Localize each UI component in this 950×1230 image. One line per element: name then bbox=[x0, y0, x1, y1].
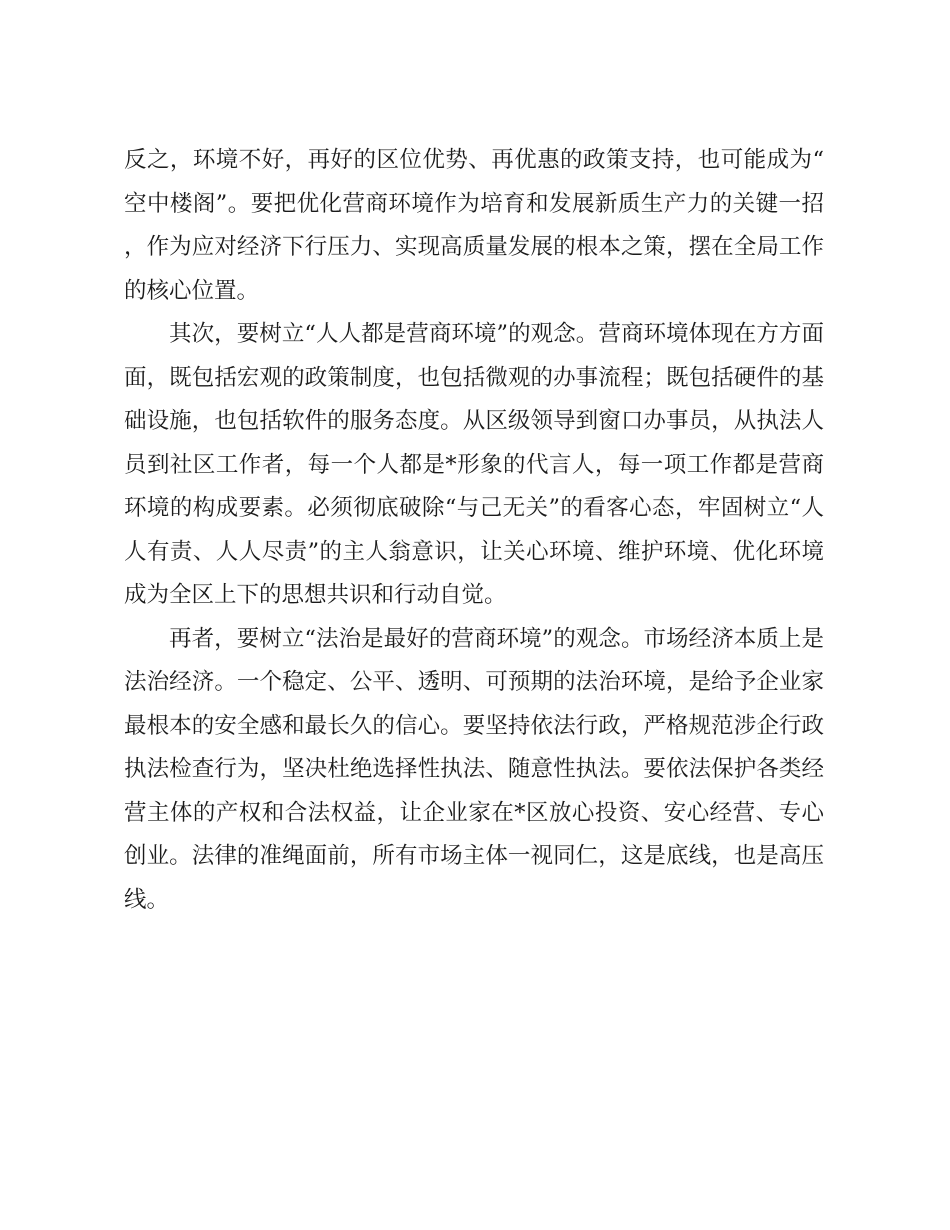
paragraph-everyone-is-environment: 其次，要树立“人人都是营商环境”的观念。营商环境体现在方方面面，既包括宏观的政策制度，也包括微观的办事流程；既包括硬件的基础设施，也包括软件的服务态度。从区级领导到窗口办事员，从执法人员到社区工作者，每一个人都是*形象的代言人，每一项工作都是营商环境的构成要素。必须彻底破除“与己无关”的看客心态，牢固树立“人人有责、人人尽责”的主人翁意识，让关心环境、维护环境、优化环境成为全区上下的思想共识和行动自觉。 bbox=[124, 321, 824, 608]
paragraph-rule-of-law: 再者，要树立“法治是最好的营商环境”的观念。市场经济本质上是法治经济。一个稳定、公平、透明、可预期的法治环境，是给予企业家最根本的安全感和最长久的信心。要坚持依法行政，严格规范涉企行政执法检查行为，坚决杜绝选择性执法、随意性执法。要依法保护各类经营主体的产权和合法权益，让企业家在*区放心投资、安心经营、专心创业。法律的准绳面前，所有市场主体一视同仁，这是底线，也是高压线。 bbox=[124, 625, 824, 913]
document-body bbox=[124, 139, 824, 922]
paragraph-continuation: 反之，环境不好，再好的区位优势、再优惠的政策支持，也可能成为“空中楼阁”。要把优化营商环境作为培育和发展新质生产力的关键一招，作为应对经济下行压力、实现高质量发展的根本之策，摆在全局工作的核心位置。 bbox=[124, 147, 824, 304]
